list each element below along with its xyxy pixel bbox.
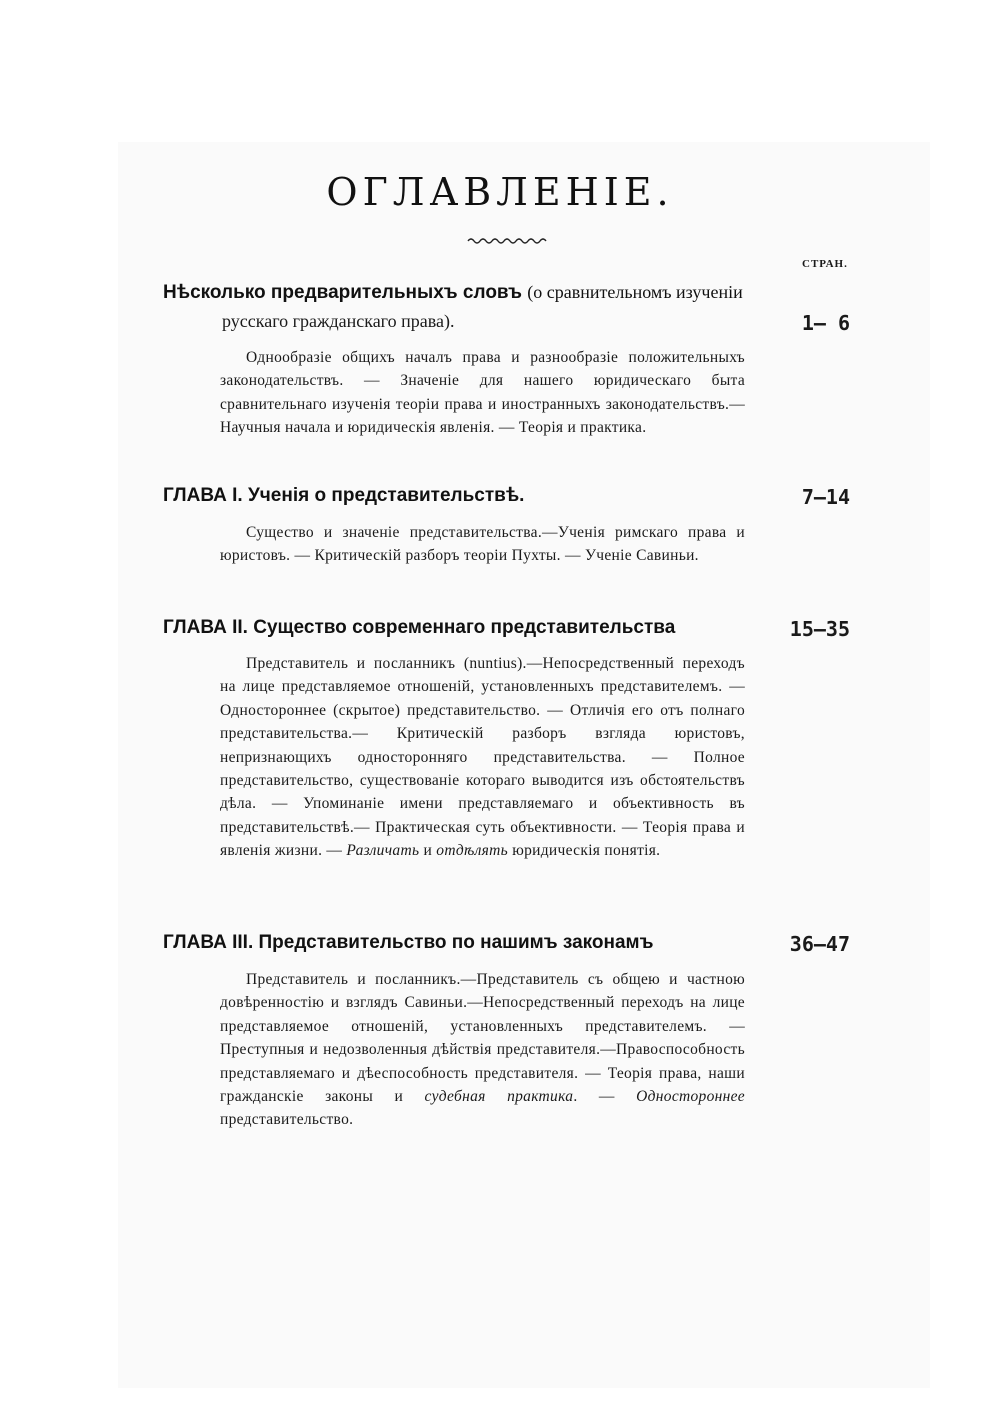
intro-heading bbox=[163, 282, 743, 304]
intro-summary: Однообразіе общихъ началъ права и разнообразіе положительныхъ законодательствъ. — Значеніе для нашего юридическаго быта сравнительнаго изученія теоріи права и иностранныхъ законодательствъ.—Научныя начала и юридическія явленія. — Теорія и практика. bbox=[220, 349, 745, 437]
intro-pages: 1— 6 bbox=[801, 311, 850, 335]
ch3-summary-mid: . — bbox=[573, 1088, 615, 1106]
ch3-summary-text: Представитель и посланникъ.—Представитель съ общею и частною довѣренностію и взглядъ Савиньи.—Непосредственный переходъ на лице представляемое отношеній, установленныхъ представителемъ. — Преступныя и недозволенныя дѣйствія представителя.—Правоспособность представляемаго и дѣеспособность представителя. — Теорія права, наши гражданскіе законы и bbox=[220, 971, 745, 1106]
ch1-heading: ГЛАВА I. Ученія о представительствѣ. bbox=[163, 485, 525, 506]
wavy-ornament bbox=[466, 236, 550, 246]
intro-heading-paren: (о сравнительномъ изученіи bbox=[527, 282, 743, 302]
ch3-pages: 36—47 bbox=[789, 932, 850, 956]
ch2-heading: ГЛАВА II. Существо современнаго представительства bbox=[163, 617, 676, 638]
intro-heading-bold: Нѣсколько предварительныхъ словъ bbox=[163, 282, 522, 303]
ch2-summary-em1: Различать bbox=[346, 842, 420, 860]
ch3-heading: ГЛАВА III. Представительство по нашимъ законамъ bbox=[163, 932, 654, 953]
ch2-summary-text: Представитель и посланникъ (nuntius).—Непосредственный переходъ на лице представляемое отношеній, установленныхъ представителемъ. — Одностороннее (скрытое) представительство. — Отличія его отъ полнаго представительства.— Критическій разборъ взгляда юристовъ, непризнающихъ односторонняго представительства. — Полное представительство, существованіе котораго выводится изъ обстоятельствъ дѣла. — Упоминаніе имени представляемаго и объективность въ представительствѣ.— Практическая суть объективности. — Теорія права и явленія жизни. — bbox=[220, 655, 745, 860]
ch3-summary-end: представительство. bbox=[220, 1111, 354, 1129]
intro-heading-line2: русскаго гражданскаго права). bbox=[222, 311, 455, 331]
ch3-summary bbox=[220, 968, 745, 1132]
ch2-summary-mid: и bbox=[423, 842, 433, 860]
ch2-summary-em2: отдѣлять bbox=[436, 842, 509, 860]
ch3-summary-em2: Одностороннее bbox=[636, 1088, 745, 1106]
ch3-summary-em1: судебная практика bbox=[424, 1088, 574, 1106]
ch1-pages: 7—14 bbox=[801, 485, 850, 509]
pages-column-header: СТРАН. bbox=[802, 258, 848, 270]
ch1-summary: Существо и значеніе представительства.—Ученія римскаго права и юристовъ. — Критическій разборъ теоріи Пухты. — Ученіе Савиньи. bbox=[220, 524, 745, 565]
page-title: ОГЛАВЛЕНІЕ. bbox=[326, 170, 674, 214]
ch2-summary-end: юридическія понятія. bbox=[512, 842, 661, 860]
ch2-pages: 15—35 bbox=[789, 617, 850, 641]
ch2-summary bbox=[220, 652, 745, 863]
